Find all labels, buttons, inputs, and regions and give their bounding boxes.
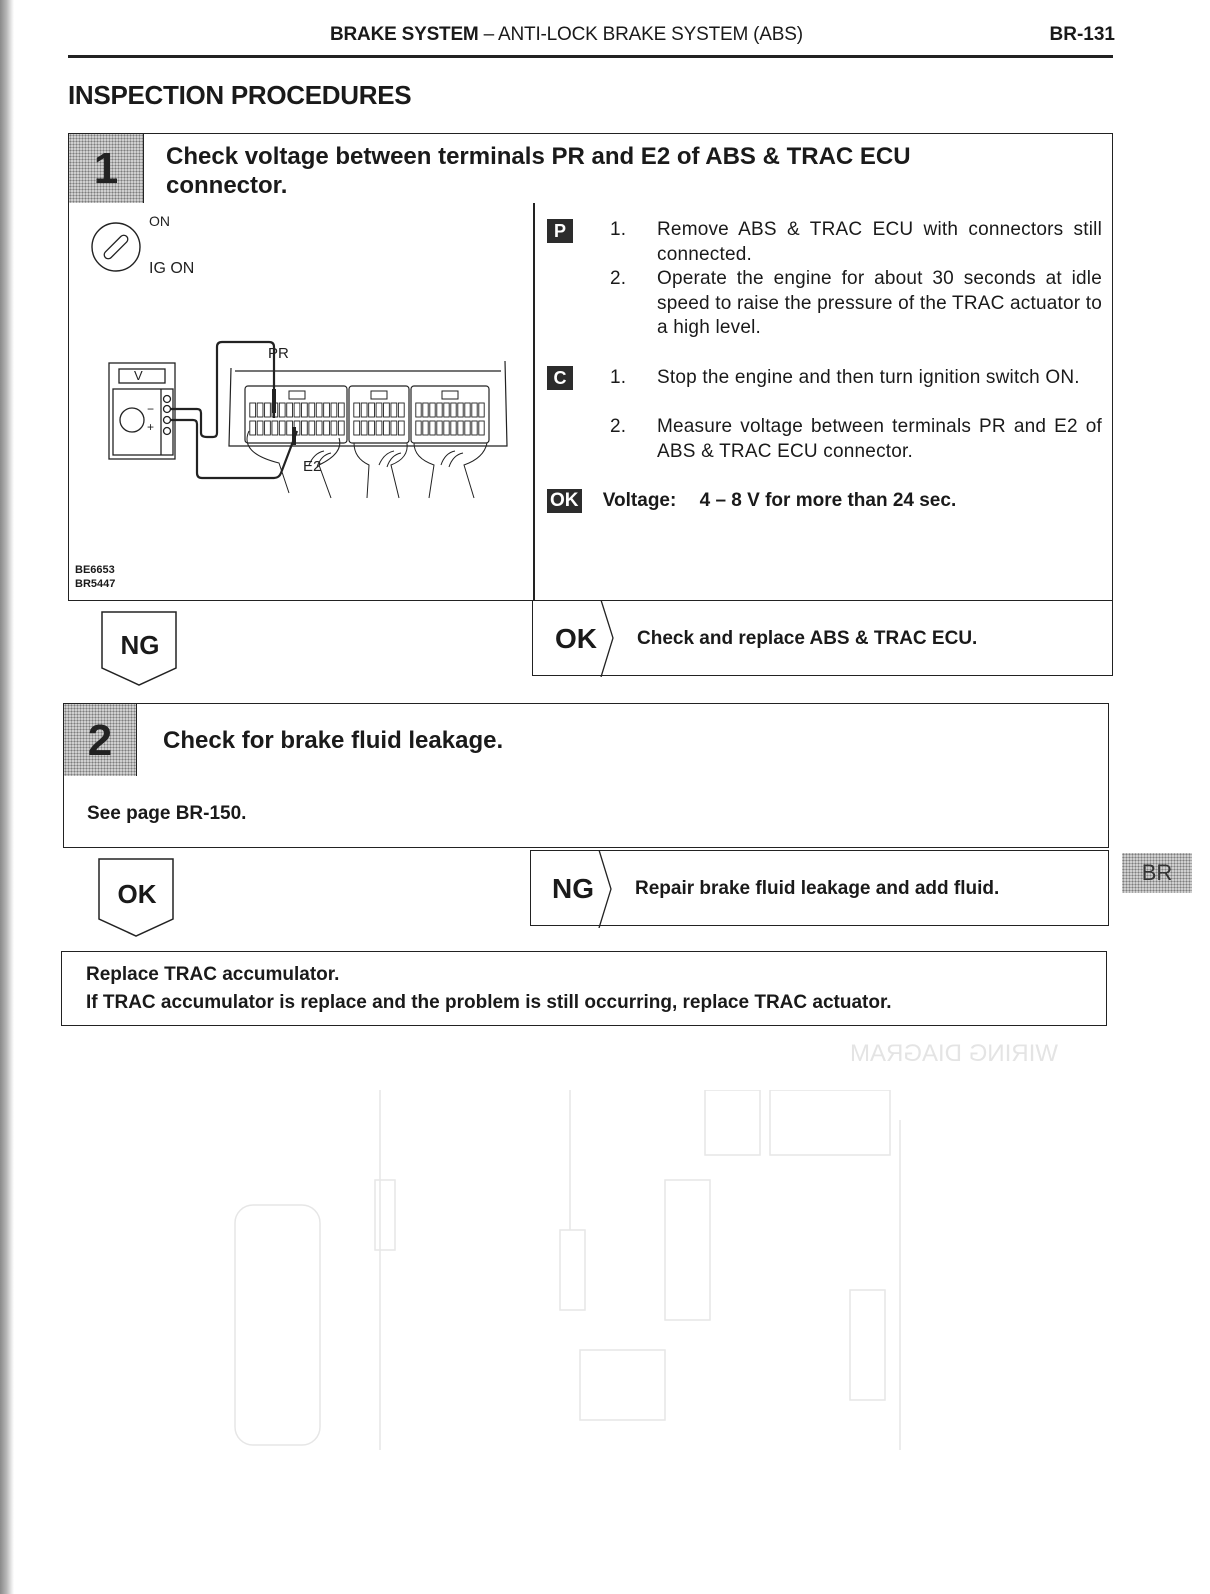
check-step-2-text: Measure voltage between terminals PR and E2 of ABS & TRAC ECU connector.	[657, 416, 1102, 462]
check-section	[547, 366, 573, 390]
check-tag: C	[547, 366, 573, 390]
final-line-2: If TRAC accumulator is replace and the problem is still occurring, replace TRAC actuator.	[86, 992, 892, 1013]
ok-result-label: OK	[555, 623, 597, 654]
page-edge-shadow	[0, 0, 14, 1594]
connector-pin	[354, 421, 360, 435]
prep-step-1-text: Remove ABS & TRAC ECU with connectors still connected.	[657, 219, 1102, 265]
connector-pin	[398, 403, 404, 417]
step1-number: 1	[69, 134, 144, 204]
step1-title: Check voltage between terminals PR and E2 of ABS & TRAC ECU connector.	[166, 143, 911, 199]
meter-plus-label: +	[147, 420, 155, 434]
figure-code-1: BE6653	[75, 564, 115, 576]
connector-pin	[257, 421, 263, 435]
connector-pin	[430, 421, 435, 435]
step1-ok-result	[532, 601, 1113, 676]
ng-result-label: NG	[552, 873, 594, 904]
connector-pin	[309, 421, 315, 435]
prep-section	[547, 219, 573, 243]
connector-pins	[250, 391, 484, 435]
page-number: BR-131	[1049, 24, 1115, 45]
connector-pin	[437, 403, 442, 417]
connector-pin	[287, 403, 293, 417]
meter-v-label: V	[134, 368, 143, 383]
connector-pin	[376, 403, 382, 417]
connector-pin	[391, 421, 397, 435]
ok-result-text: Check and replace ABS & TRAC ECU.	[637, 628, 978, 649]
connector-pin	[331, 403, 337, 417]
step2-ng-result	[530, 850, 1109, 926]
connector-illustration	[69, 203, 533, 599]
final-action-box	[61, 951, 1107, 1026]
connector-pin	[354, 403, 360, 417]
connector-pin	[444, 403, 449, 417]
switch-ig-on-label: IG ON	[149, 260, 195, 277]
connector-pin	[316, 421, 322, 435]
bleed-through-heading: WIRING DIAGRAM	[850, 1040, 1058, 1067]
connector-pin	[391, 403, 397, 417]
ng-result-text: Repair brake fluid leakage and add fluid.	[635, 878, 1000, 899]
connector-pin	[465, 403, 470, 417]
ok-arrow-label-step2: OK	[117, 879, 157, 909]
connector-pin	[279, 403, 285, 417]
ok-spec	[547, 489, 956, 513]
connector-pin	[272, 421, 278, 435]
check-step-1-text: Stop the engine and then turn ignition switch ON.	[657, 367, 1080, 388]
connector-pin	[384, 421, 390, 435]
switch-on-label: ON	[149, 213, 170, 229]
terminal-e2-label: E2	[303, 458, 322, 475]
section-tab-br: BR	[1122, 853, 1192, 893]
check-step-2-num: 2.	[610, 416, 627, 437]
connector-pin	[423, 421, 428, 435]
connector-pin	[398, 421, 404, 435]
connector-latch	[371, 391, 387, 399]
prep-step-2-num: 2.	[610, 268, 627, 289]
bleed-through-diagram	[160, 1090, 1010, 1450]
connector-pin	[376, 421, 382, 435]
connector-pin	[338, 403, 344, 417]
connector-pin	[451, 421, 456, 435]
header-title-bold: BRAKE SYSTEM	[330, 24, 479, 45]
step1-header	[68, 133, 1113, 205]
figure-code-2: BR5447	[75, 578, 116, 590]
step1-divider	[533, 203, 535, 600]
connector-pin	[324, 403, 330, 417]
connector-pin	[338, 421, 344, 435]
connector-pin	[250, 403, 256, 417]
meter-minus-label: −	[147, 402, 155, 416]
connector-pin	[384, 403, 390, 417]
connector-pin	[301, 403, 307, 417]
ok-spec-label: Voltage:	[602, 490, 677, 511]
connector-pin	[369, 421, 375, 435]
step2-body	[63, 776, 1109, 848]
ng-arrow-label-step1: NG	[120, 630, 160, 660]
step2-title: Check for brake fluid leakage.	[163, 727, 504, 754]
connector-pin	[265, 421, 271, 435]
ignition-switch-icon	[92, 223, 140, 271]
connector-pin	[257, 403, 263, 417]
ok-spec-value: 4 – 8 V for more than 24 sec.	[699, 490, 957, 511]
connector-pin	[369, 403, 375, 417]
connector-pin	[250, 421, 256, 435]
check-step-1-num: 1.	[610, 367, 627, 388]
header-title-rest: – ANTI-LOCK BRAKE SYSTEM (ABS)	[478, 24, 803, 45]
step2-header	[63, 703, 1109, 778]
result-chevron-2	[597, 850, 617, 928]
connector-pin	[465, 421, 470, 435]
connector-pin	[479, 421, 484, 435]
page-header-title	[330, 24, 803, 46]
step2-body-text: See page BR-150.	[87, 803, 247, 824]
connector-pin	[265, 403, 271, 417]
connector-pin	[309, 403, 315, 417]
connector-pin	[361, 421, 367, 435]
ok-tag: OK	[547, 489, 582, 513]
prep-step-1-num: 1.	[610, 219, 627, 240]
header-rule	[68, 55, 1113, 58]
connector-pin	[301, 421, 307, 435]
connector-pin	[451, 403, 456, 417]
connector-pin	[458, 421, 463, 435]
connector-pin	[279, 421, 285, 435]
connector-pin	[437, 421, 442, 435]
terminal-pr-label: PR	[268, 345, 289, 362]
connector-pin	[458, 403, 463, 417]
connector-pin	[324, 421, 330, 435]
connector-pin	[416, 421, 421, 435]
connector-pin	[479, 403, 484, 417]
connector-pin	[287, 421, 293, 435]
connector-pin	[316, 403, 322, 417]
connector-pin	[472, 403, 477, 417]
section-title: INSPECTION PROCEDURES	[68, 80, 412, 110]
prep-step-2-text: Operate the engine for about 30 seconds at idle speed to raise the pressure of the TRAC actuator to a high level.	[657, 268, 1102, 338]
connector-pin	[331, 421, 337, 435]
connector-pin	[416, 403, 421, 417]
connector-latch	[442, 391, 458, 399]
connector-pin	[444, 421, 449, 435]
result-chevron	[599, 600, 619, 677]
connector-latch	[289, 391, 305, 399]
step1-body	[68, 203, 1113, 601]
connector-pin	[423, 403, 428, 417]
connector-pin	[294, 403, 300, 417]
connector-pin	[430, 403, 435, 417]
step2-number: 2	[64, 704, 137, 777]
prep-tag: P	[547, 219, 573, 243]
final-line-1: Replace TRAC accumulator.	[86, 964, 340, 985]
connector-pin	[472, 421, 477, 435]
connector-pin	[361, 403, 367, 417]
